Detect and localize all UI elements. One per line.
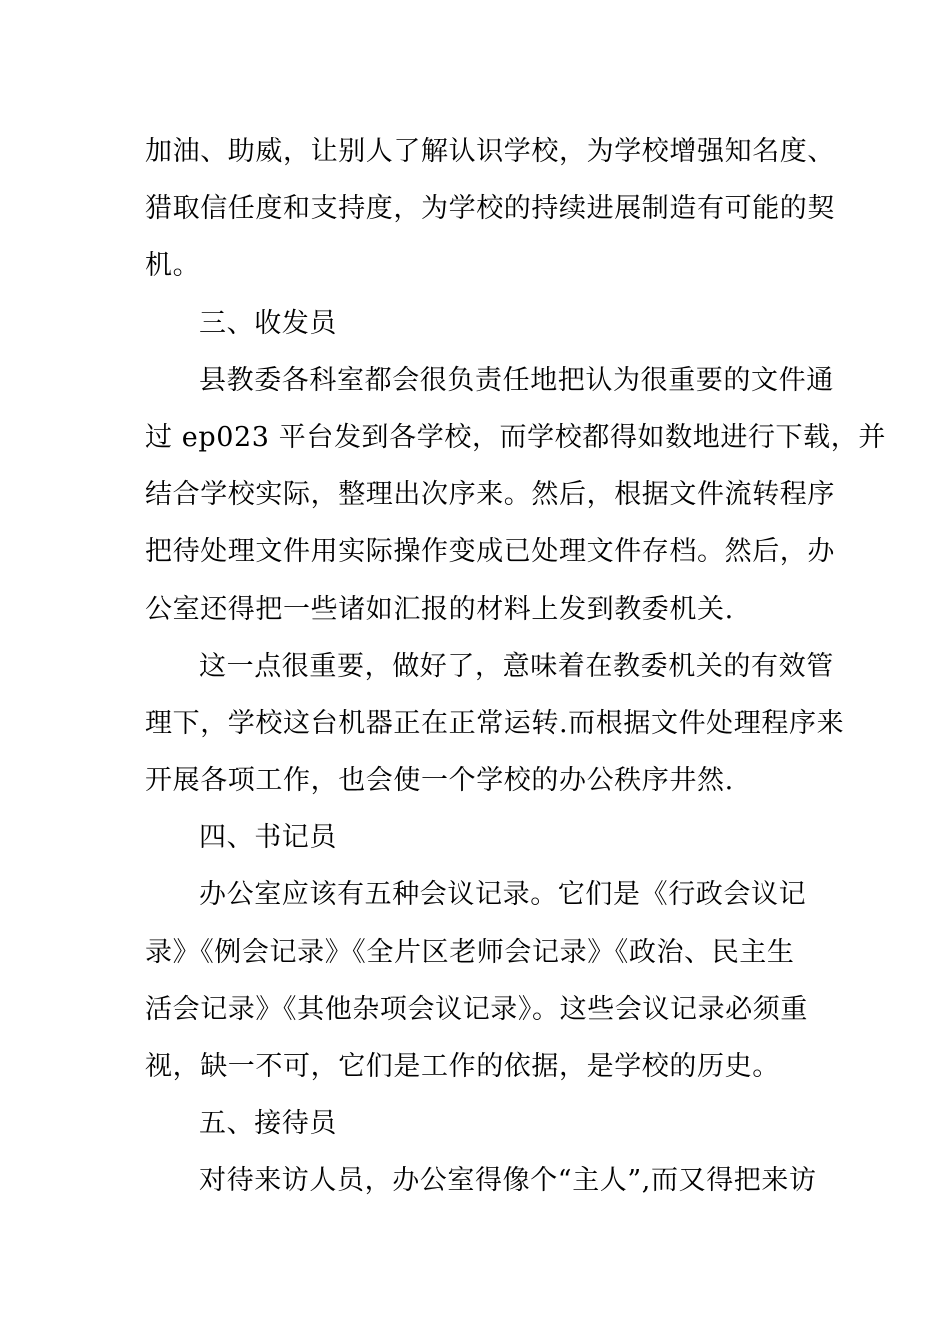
text-line: 开展各项工作，也会使一个学校的办公秩序井然. (145, 765, 734, 797)
section-heading: 四、书记员 (199, 822, 337, 854)
text-line: 把待处理文件用实际操作变成已处理文件存档。然后，办 (145, 536, 835, 568)
paragraph-first-line: 县教委各科室都会很负责任地把认为很重要的文件通 (199, 364, 834, 396)
text-line: 机。 (145, 250, 201, 282)
text-line: 视，缺一不可，它们是工作的依据，是学校的历史。 (145, 1051, 780, 1082)
text-line: 公室还得把一些诸如汇报的材料上发到教委机关. (145, 593, 734, 625)
text-line: 活会记录》《其他杂项会议记录》。这些会议记录必须重 (145, 993, 808, 1025)
text-line: 加油、助威，让别人了解认识学校，为学校增强知名度、 (145, 136, 835, 167)
document-body (145, 123, 886, 1210)
text-line: 结合学校实际，整理出次序来。然后，根据文件流转程序 (145, 479, 835, 511)
paragraph-first-line: 这一点很重要，做好了，意味着在教委机关的有效管 (199, 650, 834, 682)
paragraph-first-line: 对待来访人员，办公室得像个“主人”,而又得把来访 (199, 1165, 817, 1197)
text-line: 猎取信任度和支持度，为学校的持续进展制造有可能的契 (145, 193, 835, 225)
text-line: 过 ep023 平台发到各学校，而学校都得如数地进行下载，并 (145, 421, 886, 453)
section-heading: 三、收发员 (199, 307, 337, 339)
paragraph-first-line: 办公室应该有五种会议记录。它们是《行政会议记 (199, 879, 807, 911)
section-heading: 五、接待员 (199, 1108, 337, 1140)
text-line: 理下，学校这台机器正在正常运转.而根据文件处理程序来 (145, 707, 845, 739)
text-line: 录》《例会记录》《全片区老师会记录》《政治、民主生 (145, 936, 795, 968)
